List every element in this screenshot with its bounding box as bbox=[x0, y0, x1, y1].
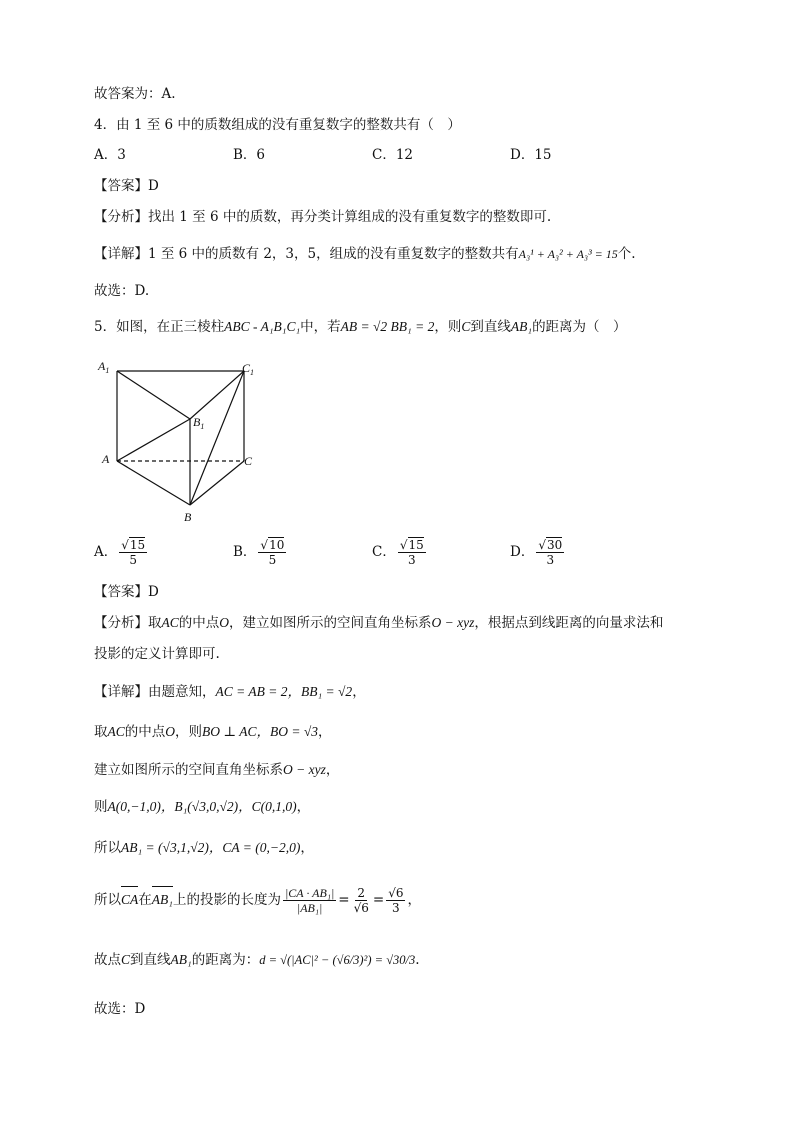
edge-bc bbox=[190, 461, 244, 505]
q5-option-a-num: 15 bbox=[129, 538, 146, 552]
q5-stem-line: AB₁ bbox=[510, 319, 533, 334]
q4-answer-line bbox=[94, 176, 159, 196]
q4-analysis-line bbox=[94, 207, 551, 227]
answer-tag: 【答案】 bbox=[94, 584, 148, 600]
q5-conclusion: 故选：D bbox=[94, 1001, 146, 1017]
q5-detail5-text: 所以 bbox=[94, 840, 121, 856]
q5-option-a-den: 5 bbox=[129, 553, 138, 567]
answer-tag: 【答案】 bbox=[94, 178, 148, 194]
q5-detail6-den: |AB₁| bbox=[296, 901, 323, 915]
label-a1: $A_1$ bbox=[98, 359, 110, 375]
q5-option-c-num: 15 bbox=[408, 538, 424, 552]
q5-option-b bbox=[233, 538, 288, 567]
q5-analysis-line2: 投影的定义计算即可. bbox=[94, 646, 220, 662]
q5-analysis-ac: AC bbox=[161, 615, 179, 630]
q5-detail6-b: 在 bbox=[138, 892, 152, 908]
q5-detail6-frac2 bbox=[386, 886, 405, 915]
segment-ab1 bbox=[117, 419, 190, 461]
label-a: A bbox=[102, 452, 110, 466]
q5-option-c bbox=[372, 538, 428, 567]
q5-detail-line3 bbox=[94, 760, 339, 780]
q5-detail3-end: ， bbox=[325, 762, 340, 778]
q5-detail2-a: 取 bbox=[94, 724, 108, 740]
q5-detail6-frac1 bbox=[352, 886, 371, 915]
q5-detail6-end: ， bbox=[407, 892, 421, 908]
q5-detail2-o: O bbox=[165, 724, 176, 739]
analysis-tag: 【分析】 bbox=[94, 615, 148, 631]
q5-option-b-den: 5 bbox=[268, 553, 277, 567]
q5-detail-line2 bbox=[94, 722, 331, 742]
label-b1: $B_1$ bbox=[193, 415, 205, 431]
previous-answer-line: 故答案为：A. bbox=[94, 86, 176, 102]
q5-detail-line1 bbox=[94, 682, 366, 702]
q5-detail3-math: O − xyz bbox=[283, 762, 326, 777]
q4-option-c: C．12 bbox=[372, 147, 414, 163]
q4-option-d: D．15 bbox=[510, 147, 552, 163]
label-c1: $C_1$ bbox=[242, 361, 255, 377]
q5-stem-mid2: ，则 bbox=[434, 319, 462, 335]
q4-analysis: 找出 1 至 6 中的质数，再分类计算组成的没有重复数字的整数即可. bbox=[148, 209, 552, 225]
analysis-tag: 【分析】 bbox=[94, 209, 148, 225]
q5-analysis-o: O bbox=[219, 615, 230, 630]
q5-stem-prism: ABC - A₁B₁C₁ bbox=[224, 319, 301, 334]
q5-detail2-ac: AC bbox=[107, 724, 125, 739]
detail-tag: 【详解】 bbox=[94, 246, 148, 262]
q4-detail-formula: A₃¹ + A₃² + A₃³ = 15 bbox=[518, 247, 618, 261]
q5-detail1-end: ， bbox=[352, 684, 366, 700]
q5-detail6-eq1: = bbox=[338, 892, 350, 908]
q5-option-d-den: 3 bbox=[546, 553, 555, 567]
q5-answer-line bbox=[94, 582, 159, 602]
q5-detail6-eq2: = bbox=[372, 892, 385, 908]
q5-detail6-c: 上的投影的长度为 bbox=[172, 892, 281, 908]
edge-a1b1 bbox=[117, 371, 190, 419]
q5-analysis-system: O − xyz bbox=[431, 615, 475, 630]
q4-answer: D bbox=[148, 178, 159, 194]
q5-stem bbox=[94, 317, 627, 337]
q5-detail2-c: ，则 bbox=[175, 724, 203, 740]
q5-option-c-den: 3 bbox=[407, 553, 416, 567]
q5-detail6-f1-den: √6 bbox=[353, 901, 369, 915]
q5-option-d bbox=[510, 538, 566, 567]
q5-option-b-frac: $\frac{√10}{5}$ bbox=[260, 538, 285, 567]
label-c: C bbox=[244, 454, 253, 468]
q5-detail2-end: ， bbox=[317, 724, 332, 740]
q5-option-b-num: 10 bbox=[269, 538, 285, 552]
q4-detail-line bbox=[94, 244, 636, 264]
q5-detail7-a: 故点 bbox=[94, 952, 121, 968]
q5-detail6-a: 所以 bbox=[94, 892, 121, 908]
q5-detail7-end: . bbox=[415, 952, 420, 968]
q5-option-b-letter: B． bbox=[233, 544, 257, 560]
q5-stem-point-c: C bbox=[461, 319, 471, 334]
q5-option-d-frac: $\frac{√30}{3}$ bbox=[538, 538, 563, 567]
q5-option-d-num: 30 bbox=[546, 538, 563, 552]
q5-detail6-vector-ab1: AB₁ bbox=[152, 885, 173, 915]
q5-detail7-math: d = √(|AC|² − (√6/3)²) = √30/3 bbox=[259, 953, 416, 967]
q5-detail4-end: ， bbox=[296, 799, 311, 815]
edge-b1c1 bbox=[190, 371, 244, 419]
segment-c1b bbox=[190, 371, 244, 505]
q5-option-a-letter: A． bbox=[94, 544, 118, 560]
q4-detail-suffix: 个. bbox=[617, 246, 636, 262]
q5-detail-line7 bbox=[94, 950, 420, 970]
edge-ab bbox=[117, 461, 190, 505]
q5-analysis-a: 取 bbox=[148, 615, 162, 631]
q5-detail2-b: 的中点 bbox=[124, 724, 166, 740]
q5-option-a-frac: $\frac{√15}{5}$ bbox=[121, 538, 146, 567]
q5-analysis-line1 bbox=[94, 613, 663, 633]
q5-stem-prefix: 5．如图，在正三棱柱 bbox=[94, 319, 225, 335]
q5-option-c-frac: $\frac{√15}{3}$ bbox=[399, 538, 424, 567]
q5-detail6-vector-ca: CA bbox=[121, 885, 138, 915]
q5-analysis-b: 的中点 bbox=[178, 615, 220, 631]
q5-detail3-text: 建立如图所示的空间直角坐标系 bbox=[94, 762, 283, 778]
q5-detail-line4 bbox=[94, 797, 310, 817]
q4-option-b: B．6 bbox=[233, 147, 266, 163]
q5-detail5-end: ， bbox=[300, 840, 314, 856]
q5-stem-condition: AB = √2 BB₁ = 2 bbox=[340, 319, 435, 334]
q5-detail7-line: AB₁ bbox=[170, 952, 192, 967]
q5-detail6-f2-num: √6 bbox=[388, 886, 404, 900]
q5-option-a bbox=[94, 538, 149, 567]
q5-detail7-b: 到直线 bbox=[130, 952, 171, 968]
q5-detail4-math: A(0,−1,0)，B₁(√3,0,√2)，C(0,1,0) bbox=[107, 799, 297, 814]
q5-option-c-letter: C． bbox=[372, 544, 396, 560]
q5-detail6-num: |CA · AB₁| bbox=[284, 886, 335, 900]
q5-analysis-d: ，根据点到线距离的向量求法和 bbox=[474, 615, 664, 631]
label-b: B bbox=[184, 510, 192, 524]
detail-tag: 【详解】 bbox=[94, 684, 148, 700]
q5-detail1-math: AC = AB = 2，BB₁ = √2 bbox=[215, 684, 353, 699]
q4-detail-text: 1 至 6 中的质数有 2，3，5，组成的没有重复数字的整数共有 bbox=[148, 246, 519, 262]
q4-conclusion: 故选：D. bbox=[94, 283, 150, 299]
q5-detail6-f1-num: 2 bbox=[357, 886, 366, 900]
q5-detail2-math: BO ⊥ AC，BO = √3 bbox=[202, 724, 318, 739]
q5-analysis-c: ，建立如图所示的空间直角坐标系 bbox=[229, 615, 432, 631]
q5-detail1-text: 由题意知， bbox=[148, 684, 216, 700]
q5-stem-mid: 中，若 bbox=[300, 319, 341, 335]
q5-stem-suffix: 的距离为（ ） bbox=[532, 319, 627, 335]
q5-option-d-letter: D． bbox=[510, 544, 535, 560]
q5-detail7-d: 的距离为： bbox=[191, 952, 260, 968]
q5-answer: D bbox=[148, 584, 159, 600]
q4-stem: 4．由 1 至 6 中的质数组成的没有重复数字的整数共有（ ） bbox=[94, 117, 461, 133]
q5-detail-line5 bbox=[94, 838, 314, 858]
q5-detail6-projection-frac bbox=[283, 886, 336, 915]
q4-option-a: A．3 bbox=[94, 147, 126, 163]
q5-detail6-f2-den: 3 bbox=[392, 901, 400, 915]
q5-detail7-point-c: C bbox=[121, 952, 131, 967]
q5-detail5-math: AB₁ = (√3,1,√2)，CA = (0,−2,0) bbox=[121, 840, 301, 855]
q5-detail4-text: 则 bbox=[94, 799, 108, 815]
prism-figure bbox=[94, 355, 274, 530]
q5-detail-line6 bbox=[94, 885, 421, 915]
q5-stem-mid3: 到直线 bbox=[470, 319, 511, 335]
